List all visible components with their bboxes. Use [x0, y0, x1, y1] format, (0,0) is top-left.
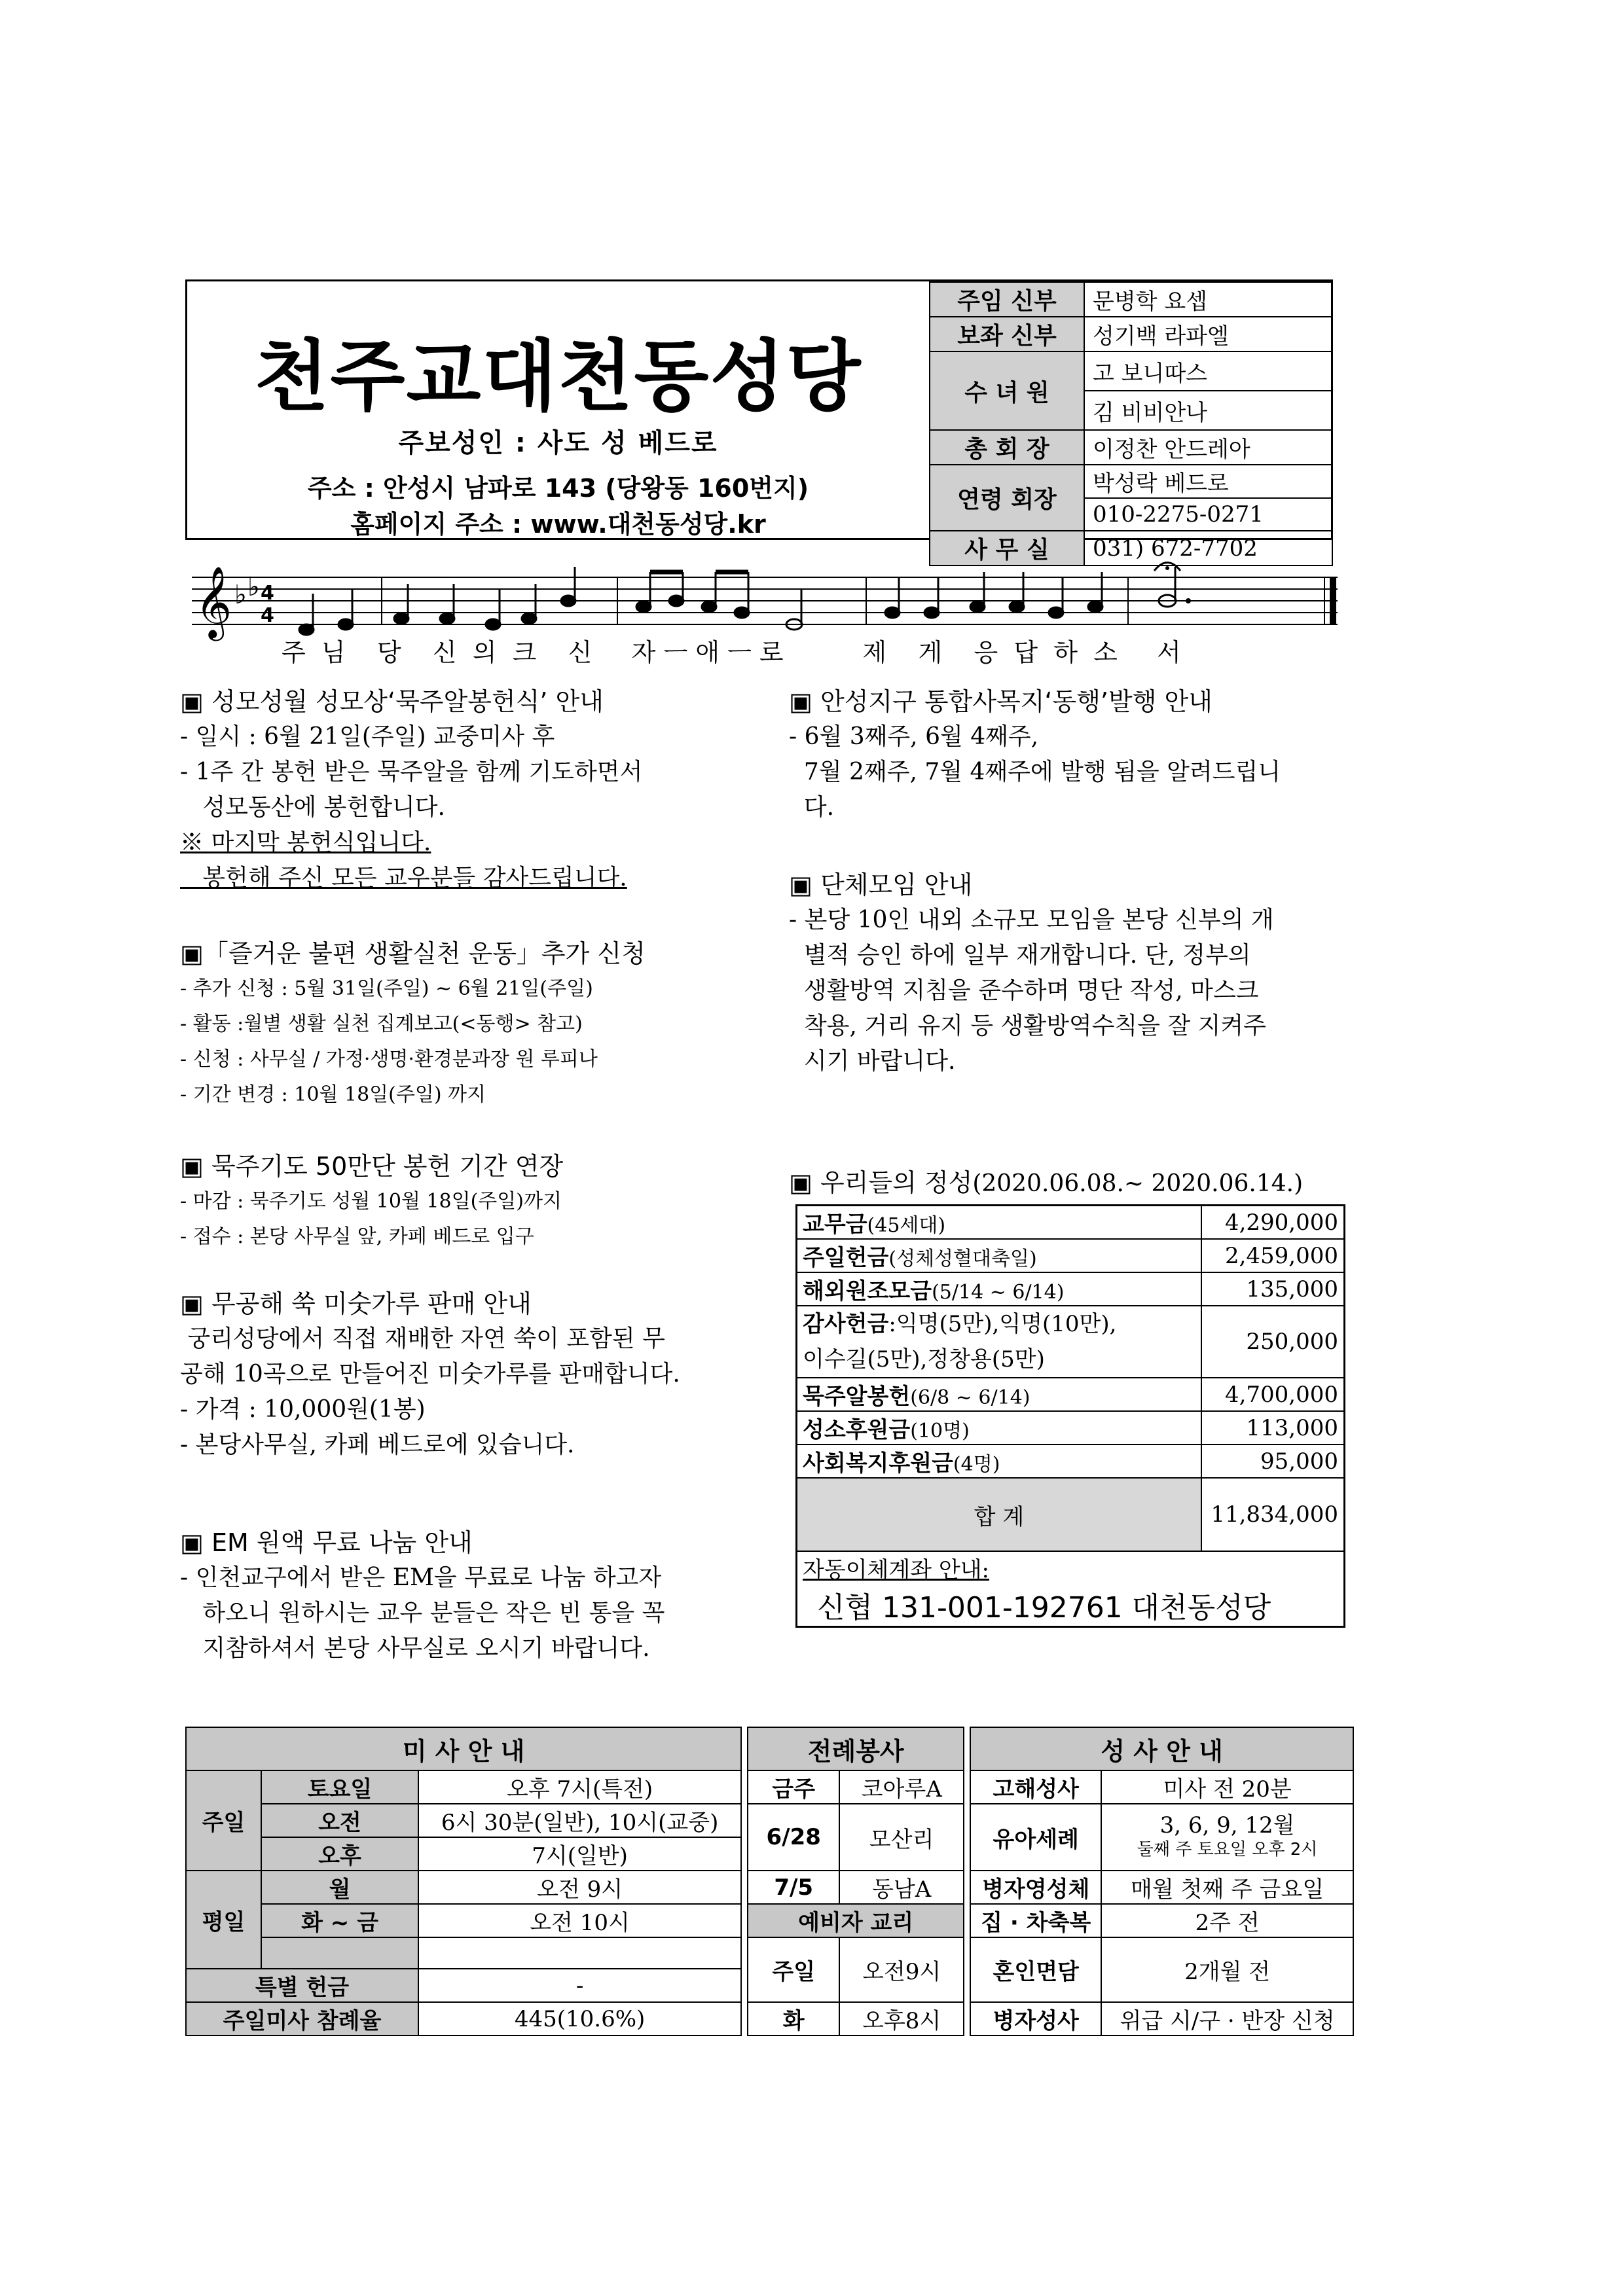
notice-title: ▣ 안성지구 통합사목지‘동행’발행 안내	[789, 687, 1213, 716]
liturgy-group: 동남A	[839, 1871, 964, 1904]
sacrament-value: 3, 6, 9, 12월	[1159, 1812, 1295, 1839]
offering-heading	[789, 1165, 1352, 1202]
table-row: 사회복지후원금(4명) 95,000	[797, 1444, 1345, 1478]
sacrament-value: 매월 첫째 주 금요일	[1101, 1871, 1353, 1904]
catechumen-day: 화	[748, 2002, 839, 2036]
sacrament-value: 2주 전	[1101, 1904, 1353, 1937]
liturgy-group: 코아루A	[839, 1770, 964, 1804]
notice-line: 7월 2째주, 7월 4째주에 발행 됨을 알려드립니	[789, 759, 1281, 785]
weekday-label: 평일	[186, 1871, 261, 1969]
homepage-address: 홈페이지 주소 : www.대천동성당.kr	[350, 510, 766, 539]
offering-period: (2020.06.08.~ 2020.06.14.)	[972, 1170, 1304, 1197]
notice-line: - 마감 : 묵주기도 성월 10월 18일(주일)까지	[180, 1190, 562, 1213]
autopay-label: 자동이체계좌 안내:	[803, 1557, 990, 1583]
table-row: 주일헌금(성체성혈대축일) 2,459,000	[797, 1239, 1345, 1272]
staff-phone: 010-2275-0271	[1084, 498, 1332, 531]
notice-line: 별적 승인 하에 일부 재개합니다. 단, 정부의	[789, 942, 1251, 969]
notice-line: 다.	[789, 794, 835, 821]
notice-line: 하오니 원하시는 교우 분들은 작은 빈 통을 꼭	[180, 1600, 665, 1626]
notice-line: 궁리성당에서 직접 재배한 자연 쑥이 포함된 무	[180, 1325, 665, 1352]
mass-day: 오후	[261, 1837, 418, 1871]
notice-line: 봉헌해 주신 모든 교우분들 감사드립니다.	[180, 865, 627, 891]
catechumen-day: 주일	[748, 1937, 839, 2002]
mass-time: 오후 7시(특전)	[418, 1770, 741, 1804]
liturgy-date: 7/5	[748, 1871, 839, 1904]
notice-line: 시기 바랍니다.	[789, 1048, 956, 1075]
role-label: 수 녀 원	[930, 351, 1084, 430]
mass-header: 미 사 안 내	[186, 1727, 741, 1770]
sacrament-value: 둘째 주 토요일 오후 2시	[1137, 1839, 1318, 1859]
staff-name: 고 보니따스	[1084, 351, 1332, 391]
mass-time: 6시 30분(일반), 10시(교중)	[418, 1804, 741, 1837]
total-label: 합 계	[797, 1478, 1202, 1551]
autopay-row	[797, 1584, 1345, 1627]
sacrament-name: 고해성사	[970, 1770, 1101, 1804]
notice-rosary-offering	[180, 684, 769, 896]
notice-title: ▣ EM 원액 무료 나눔 안내	[180, 1528, 473, 1557]
mass-day: 토요일	[261, 1770, 418, 1804]
sacrament-value: 미사 전 20분	[1101, 1770, 1353, 1804]
notice-line: 성모동산에 봉헌합니다.	[180, 794, 445, 821]
offering-title: ▣ 우리들의 정성	[789, 1168, 973, 1197]
total-row	[797, 1478, 1345, 1551]
mass-day: 월	[261, 1871, 418, 1904]
svg-text:♭: ♭	[234, 580, 247, 610]
notice-mugwort-powder	[180, 1286, 769, 1463]
notice-line: ※ 마지막 봉헌식입니다.	[180, 829, 431, 856]
notice-line: - 인천교구에서 받은 EM을 무료로 나눔 하고자	[180, 1564, 662, 1591]
notice-line: - 추가 신청 : 5월 31일(주일) ~ 6월 21일(주일)	[180, 977, 593, 1000]
hymn-lyrics: 주 님 당 신 의 크 신 자 ㅡ 애 ㅡ 로 제 게 응 답 하 소 서	[282, 638, 1181, 667]
total-value: 11,834,000	[1201, 1478, 1345, 1551]
notice-line: - 본당사무실, 카페 베드로에 있습니다.	[180, 1431, 575, 1458]
offering-table	[795, 1204, 1345, 1628]
mass-time: 7시(일반)	[418, 1837, 741, 1871]
sacrament-value: 2개월 전	[1101, 1937, 1353, 2002]
notice-line: - 신청 : 사무실 / 가정·생명·환경분과장 원 루피나	[180, 1048, 598, 1071]
bulletin-header	[185, 279, 1333, 564]
notice-line: - 일시 : 6월 21일(주일) 교중미사 후	[180, 723, 555, 750]
table-row: 성소후원금(10명) 113,000	[797, 1411, 1345, 1444]
notice-title: ▣ 단체모임 안내	[789, 870, 973, 899]
attendance-value: 445(10.6%)	[418, 2002, 741, 2036]
notice-line: 지참하셔서 본당 사무실로 오시기 바랍니다.	[180, 1635, 650, 1662]
sacrament-name: 병자성사	[970, 2002, 1101, 2036]
autopay-row	[797, 1551, 1345, 1584]
autopay-account: 신협 131-001-192761 대천동성당	[797, 1584, 1345, 1627]
sacrament-name: 혼인면담	[970, 1937, 1101, 2002]
treble-clef-icon: 𝄞	[195, 566, 232, 638]
sunday-label: 주일	[186, 1770, 261, 1871]
schedule-table	[185, 1727, 1354, 2036]
role-label: 사 무 실	[930, 531, 1084, 565]
office-phone: 031) 672-7702	[1084, 531, 1332, 565]
table-row: 교무금(45세대) 4,290,000	[797, 1206, 1345, 1240]
mass-time: 오전 9시	[418, 1871, 741, 1904]
staff-name: 이정찬 안드레아	[1084, 430, 1332, 465]
svg-text:4: 4	[261, 604, 274, 627]
table-row: 묵주알봉헌(6/8 ~ 6/14) 4,700,000	[797, 1378, 1345, 1411]
notice-title: ▣ 묵주기도 50만단 봉헌 기간 연장	[180, 1152, 564, 1181]
notice-group-meetings	[789, 867, 1352, 1079]
patron-saint: 주보성인 : 사도 성 베드로	[398, 428, 718, 458]
sacrament-name: 유아세례	[970, 1804, 1101, 1871]
mass-day: 오전	[261, 1804, 418, 1837]
notice-title: ▣「즐거운 불편 생활실천 운동」추가 신청	[180, 939, 646, 968]
staff-name: 성기백 라파엘	[1084, 317, 1332, 351]
svg-text:♭: ♭	[247, 572, 260, 602]
mass-time: 오전 10시	[418, 1904, 741, 1937]
catechumen-time: 오후8시	[839, 2002, 964, 2036]
notice-joyful-inconvenience	[180, 936, 769, 1113]
liturgy-header: 전례봉사	[748, 1727, 964, 1770]
role-label: 보좌 신부	[930, 317, 1084, 351]
notice-title: ▣ 무공해 쑥 미숫가루 판매 안내	[180, 1289, 532, 1318]
notice-rosary-extension	[180, 1149, 769, 1255]
catechumen-time: 오전9시	[839, 1937, 964, 2002]
staff-name: 박성락 베드로	[1084, 465, 1332, 498]
notice-title: ▣ 성모성월 성모상‘묵주알봉헌식’ 안내	[180, 687, 604, 716]
special-offering-value: -	[418, 1969, 741, 2002]
notice-line: - 가격 : 10,000원(1봉)	[180, 1396, 426, 1423]
notice-em-solution	[180, 1525, 769, 1666]
catechumen-header: 예비자 교리	[748, 1904, 964, 1937]
role-label: 주임 신부	[930, 282, 1084, 317]
mass-day: 화 ~ 금	[261, 1904, 418, 1937]
staff-table	[929, 281, 1333, 566]
notice-donghaeng-publication	[789, 684, 1352, 825]
staff-name: 김 비비안나	[1084, 391, 1332, 430]
notice-line: - 접수 : 본당 사무실 앞, 카페 베드로 입구	[180, 1225, 534, 1248]
role-label: 연령 회장	[930, 465, 1084, 531]
notice-line: - 1주 간 봉헌 받은 묵주알을 함께 기도하면서	[180, 759, 643, 785]
table-row: 감사헌금:익명(5만),익명(10만), 이수길(5만),정창용(5만) 250,000	[797, 1306, 1345, 1378]
notice-line: 착용, 거리 유지 등 생활방역수칙을 잘 지켜주	[789, 1013, 1266, 1039]
notice-line: - 6월 3째주, 6월 4째주,	[789, 723, 1039, 750]
notice-line: 공해 10곡으로 만들어진 미숫가루를 판매합니다.	[180, 1361, 680, 1388]
notice-line: - 기간 변경 : 10월 18일(주일) 까지	[180, 1083, 486, 1106]
special-offering-label: 특별 헌금	[186, 1969, 418, 2002]
liturgy-group: 모산리	[839, 1804, 964, 1871]
parish-title: 천주교대천동성당	[254, 331, 862, 422]
notice-line: - 활동 :월별 생활 실천 집계보고(<동행> 참고)	[180, 1013, 583, 1035]
staff-name: 문병학 요셉	[1084, 282, 1332, 317]
liturgy-date: 금주	[748, 1770, 839, 1804]
liturgy-date: 6/28	[748, 1804, 839, 1871]
parish-address: 주소 : 안성시 남파로 143 (당왕동 160번지)	[307, 474, 809, 503]
attendance-label: 주일미사 참례율	[186, 2002, 418, 2036]
sacrament-name: 병자영성체	[970, 1871, 1101, 1904]
notice-line: - 본당 10인 내외 소규모 모임을 본당 신부의 개	[789, 906, 1274, 933]
table-row: 해외원조모금(5/14 ~ 6/14) 135,000	[797, 1272, 1345, 1306]
notice-line: 생활방역 지침을 준수하며 명단 작성, 마스크	[789, 977, 1259, 1004]
svg-text:4: 4	[261, 582, 274, 605]
sacrament-value: 위급 시/구 · 반장 신청	[1101, 2002, 1353, 2036]
role-label: 총 회 장	[930, 430, 1084, 465]
sacrament-header: 성 사 안 내	[970, 1727, 1353, 1770]
sacrament-name: 집 · 차축복	[970, 1904, 1101, 1937]
